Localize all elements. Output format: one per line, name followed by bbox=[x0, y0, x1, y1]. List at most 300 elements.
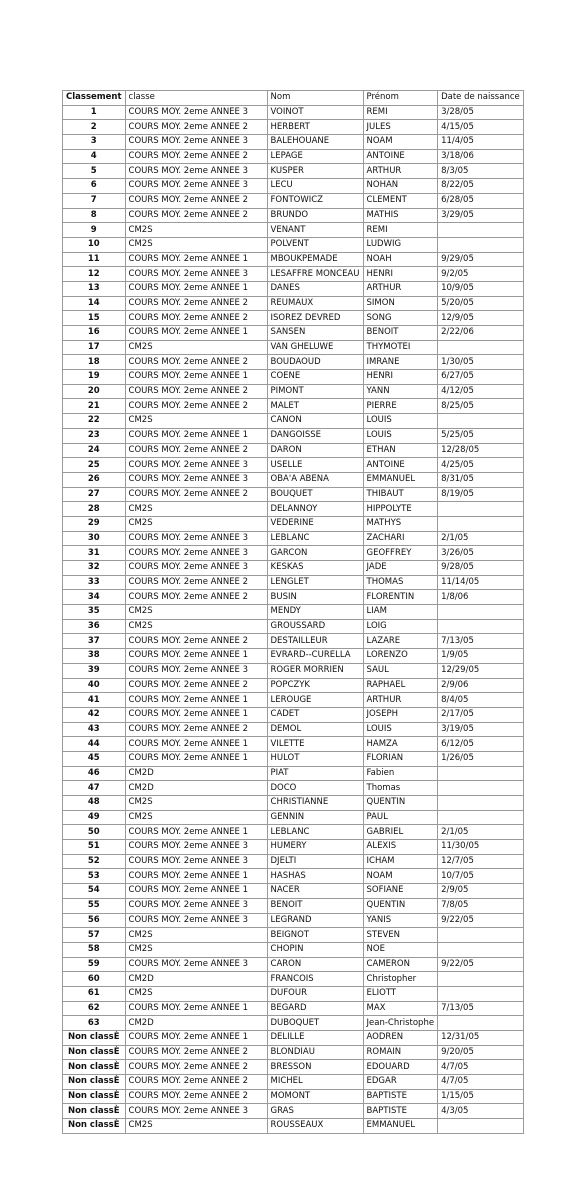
classe-cell: COURS MOY. 2eme ANNEE 2 bbox=[125, 443, 267, 458]
rank-cell: 28 bbox=[63, 502, 126, 517]
date-naissance-cell: 3/28/05 bbox=[438, 105, 524, 120]
classe-cell: COURS MOY. 2eme ANNEE 1 bbox=[125, 869, 267, 884]
date-naissance-cell: 9/20/05 bbox=[438, 1045, 524, 1060]
table-row bbox=[63, 1031, 524, 1046]
nom-cell: CANON bbox=[267, 414, 363, 429]
rank-cell: 59 bbox=[63, 957, 126, 972]
nom-cell: DELILLE bbox=[267, 1031, 363, 1046]
date-naissance-cell: 9/22/05 bbox=[438, 913, 524, 928]
rank-cell: 8 bbox=[63, 208, 126, 223]
table-row bbox=[63, 972, 524, 987]
prenom-cell: NOE bbox=[363, 942, 438, 957]
date-naissance-cell bbox=[438, 1016, 524, 1031]
date-naissance-cell: 12/9/05 bbox=[438, 311, 524, 326]
classe-cell: COURS MOY. 2eme ANNEE 1 bbox=[125, 751, 267, 766]
table-row bbox=[63, 928, 524, 943]
date-naissance-cell bbox=[438, 986, 524, 1001]
prenom-cell: ETHAN bbox=[363, 443, 438, 458]
nom-cell: LENGLET bbox=[267, 575, 363, 590]
prenom-cell: YANIS bbox=[363, 913, 438, 928]
prenom-cell: MATHIS bbox=[363, 208, 438, 223]
nom-cell: HULOT bbox=[267, 751, 363, 766]
classe-cell: COURS MOY. 2eme ANNEE 2 bbox=[125, 1075, 267, 1090]
rank-cell: 33 bbox=[63, 575, 126, 590]
rank-cell: 26 bbox=[63, 472, 126, 487]
prenom-cell: LORENZO bbox=[363, 649, 438, 664]
date-naissance-cell: 3/26/05 bbox=[438, 546, 524, 561]
date-naissance-cell bbox=[438, 237, 524, 252]
date-naissance-cell bbox=[438, 928, 524, 943]
nom-cell: MBOUKPEMADE bbox=[267, 252, 363, 267]
nom-cell: CADET bbox=[267, 707, 363, 722]
table-row bbox=[63, 898, 524, 913]
table-row bbox=[63, 237, 524, 252]
nom-cell: HERBERT bbox=[267, 120, 363, 135]
rank-cell: Non classÈ bbox=[63, 1119, 126, 1134]
table-row bbox=[63, 561, 524, 576]
table-row bbox=[63, 370, 524, 385]
rank-cell: 11 bbox=[63, 252, 126, 267]
classe-cell: COURS MOY. 2eme ANNEE 3 bbox=[125, 913, 267, 928]
date-naissance-cell: 1/9/05 bbox=[438, 649, 524, 664]
classe-cell: COURS MOY. 2eme ANNEE 3 bbox=[125, 531, 267, 546]
date-naissance-cell: 2/1/05 bbox=[438, 531, 524, 546]
classe-cell: CM2S bbox=[125, 502, 267, 517]
nom-cell: CHOPIN bbox=[267, 942, 363, 957]
date-naissance-cell: 1/15/05 bbox=[438, 1089, 524, 1104]
table-row bbox=[63, 1104, 524, 1119]
date-naissance-cell: 11/30/05 bbox=[438, 840, 524, 855]
nom-cell: MICHEL bbox=[267, 1075, 363, 1090]
nom-cell: CARON bbox=[267, 957, 363, 972]
rank-cell: 19 bbox=[63, 370, 126, 385]
rank-cell: 16 bbox=[63, 326, 126, 341]
prenom-cell: CAMERON bbox=[363, 957, 438, 972]
rank-cell: 22 bbox=[63, 414, 126, 429]
rank-cell: 21 bbox=[63, 399, 126, 414]
date-naissance-cell: 10/7/05 bbox=[438, 869, 524, 884]
prenom-cell: NOAH bbox=[363, 252, 438, 267]
classe-cell: CM2S bbox=[125, 810, 267, 825]
rank-cell: 42 bbox=[63, 707, 126, 722]
rank-cell: Non classÈ bbox=[63, 1031, 126, 1046]
date-naissance-cell: 6/12/05 bbox=[438, 737, 524, 752]
prenom-cell: FLORENTIN bbox=[363, 590, 438, 605]
table-row bbox=[63, 1119, 524, 1134]
classe-cell: COURS MOY. 2eme ANNEE 2 bbox=[125, 149, 267, 164]
rank-cell: Non classÈ bbox=[63, 1104, 126, 1119]
rank-cell: 41 bbox=[63, 693, 126, 708]
rank-cell: 32 bbox=[63, 561, 126, 576]
date-naissance-cell: 11/4/05 bbox=[438, 135, 524, 150]
prenom-cell: HAMZA bbox=[363, 737, 438, 752]
nom-cell: DUBOQUET bbox=[267, 1016, 363, 1031]
rank-cell: 7 bbox=[63, 193, 126, 208]
table-row bbox=[63, 1075, 524, 1090]
nom-cell: DARON bbox=[267, 443, 363, 458]
header-nom: Nom bbox=[267, 91, 363, 106]
table-row bbox=[63, 1001, 524, 1016]
prenom-cell: JADE bbox=[363, 561, 438, 576]
classe-cell: COURS MOY. 2eme ANNEE 1 bbox=[125, 649, 267, 664]
nom-cell: COENE bbox=[267, 370, 363, 385]
nom-cell: DANES bbox=[267, 281, 363, 296]
rank-cell: 2 bbox=[63, 120, 126, 135]
date-naissance-cell: 11/14/05 bbox=[438, 575, 524, 590]
rank-cell: 62 bbox=[63, 1001, 126, 1016]
date-naissance-cell: 5/20/05 bbox=[438, 296, 524, 311]
table-row bbox=[63, 796, 524, 811]
prenom-cell: FLORIAN bbox=[363, 751, 438, 766]
prenom-cell: STEVEN bbox=[363, 928, 438, 943]
date-naissance-cell: 8/22/05 bbox=[438, 179, 524, 194]
table-row bbox=[63, 766, 524, 781]
nom-cell: DOCO bbox=[267, 781, 363, 796]
date-naissance-cell: 3/19/05 bbox=[438, 722, 524, 737]
rank-cell: 37 bbox=[63, 634, 126, 649]
table-row bbox=[63, 193, 524, 208]
nom-cell: BEIGNOT bbox=[267, 928, 363, 943]
prenom-cell: ARTHUR bbox=[363, 693, 438, 708]
date-naissance-cell: 4/3/05 bbox=[438, 1104, 524, 1119]
nom-cell: NACER bbox=[267, 884, 363, 899]
nom-cell: DESTAILLEUR bbox=[267, 634, 363, 649]
table-row bbox=[63, 957, 524, 972]
prenom-cell: RAPHAEL bbox=[363, 678, 438, 693]
nom-cell: MOMONT bbox=[267, 1089, 363, 1104]
rank-cell: 23 bbox=[63, 428, 126, 443]
rank-cell: 35 bbox=[63, 605, 126, 620]
date-naissance-cell: 8/25/05 bbox=[438, 399, 524, 414]
header-row bbox=[63, 91, 524, 106]
nom-cell: POPCZYK bbox=[267, 678, 363, 693]
table-row bbox=[63, 1016, 524, 1031]
date-naissance-cell: 8/19/05 bbox=[438, 487, 524, 502]
table-row bbox=[63, 252, 524, 267]
table-row bbox=[63, 913, 524, 928]
classe-cell: COURS MOY. 2eme ANNEE 1 bbox=[125, 326, 267, 341]
rank-cell: 50 bbox=[63, 825, 126, 840]
table-row bbox=[63, 428, 524, 443]
prenom-cell: JULES bbox=[363, 120, 438, 135]
table-row bbox=[63, 781, 524, 796]
prenom-cell: SAUL bbox=[363, 663, 438, 678]
table-row bbox=[63, 707, 524, 722]
rank-cell: 61 bbox=[63, 986, 126, 1001]
table-row bbox=[63, 605, 524, 620]
table-row bbox=[63, 869, 524, 884]
nom-cell: OBA'A ABENA bbox=[267, 472, 363, 487]
rank-cell: 31 bbox=[63, 546, 126, 561]
classe-cell: COURS MOY. 2eme ANNEE 1 bbox=[125, 693, 267, 708]
rank-cell: 12 bbox=[63, 267, 126, 282]
table-row bbox=[63, 751, 524, 766]
rank-cell: 3 bbox=[63, 135, 126, 150]
table-row bbox=[63, 649, 524, 664]
classe-cell: COURS MOY. 2eme ANNEE 3 bbox=[125, 840, 267, 855]
classe-cell: COURS MOY. 2eme ANNEE 2 bbox=[125, 575, 267, 590]
prenom-cell: ARTHUR bbox=[363, 164, 438, 179]
header-classe: classe bbox=[125, 91, 267, 106]
rank-cell: 24 bbox=[63, 443, 126, 458]
date-naissance-cell: 2/17/05 bbox=[438, 707, 524, 722]
table-row bbox=[63, 105, 524, 120]
date-naissance-cell: 8/4/05 bbox=[438, 693, 524, 708]
nom-cell: DELANNOY bbox=[267, 502, 363, 517]
classe-cell: COURS MOY. 2eme ANNEE 3 bbox=[125, 898, 267, 913]
prenom-cell: HENRI bbox=[363, 370, 438, 385]
prenom-cell: THYMOTEI bbox=[363, 340, 438, 355]
nom-cell: MALET bbox=[267, 399, 363, 414]
classe-cell: CM2S bbox=[125, 223, 267, 238]
date-naissance-cell: 8/3/05 bbox=[438, 164, 524, 179]
table-row bbox=[63, 840, 524, 855]
nom-cell: BENOIT bbox=[267, 898, 363, 913]
prenom-cell: QUENTIN bbox=[363, 796, 438, 811]
nom-cell: BRUNDO bbox=[267, 208, 363, 223]
prenom-cell: LOUIS bbox=[363, 414, 438, 429]
prenom-cell: GABRIEL bbox=[363, 825, 438, 840]
rank-cell: 39 bbox=[63, 663, 126, 678]
prenom-cell: EDGAR bbox=[363, 1075, 438, 1090]
table-row bbox=[63, 502, 524, 517]
nom-cell: EVRARD--CURELLA bbox=[267, 649, 363, 664]
rank-cell: 58 bbox=[63, 942, 126, 957]
rank-cell: 15 bbox=[63, 311, 126, 326]
rank-cell: 43 bbox=[63, 722, 126, 737]
nom-cell: HUMERY bbox=[267, 840, 363, 855]
nom-cell: DJELTI bbox=[267, 854, 363, 869]
classe-cell: COURS MOY. 2eme ANNEE 3 bbox=[125, 546, 267, 561]
date-naissance-cell bbox=[438, 942, 524, 957]
nom-cell: ROGER MORRIEN bbox=[267, 663, 363, 678]
prenom-cell: EMMANUEL bbox=[363, 1119, 438, 1134]
classe-cell: CM2S bbox=[125, 605, 267, 620]
prenom-cell: Fabien bbox=[363, 766, 438, 781]
classe-cell: CM2S bbox=[125, 340, 267, 355]
rank-cell: 10 bbox=[63, 237, 126, 252]
nom-cell: ROUSSEAUX bbox=[267, 1119, 363, 1134]
nom-cell: VOINOT bbox=[267, 105, 363, 120]
date-naissance-cell: 9/29/05 bbox=[438, 252, 524, 267]
classe-cell: COURS MOY. 2eme ANNEE 2 bbox=[125, 1045, 267, 1060]
classe-cell: CM2D bbox=[125, 1016, 267, 1031]
classe-cell: COURS MOY. 2eme ANNEE 2 bbox=[125, 384, 267, 399]
nom-cell: GENNIN bbox=[267, 810, 363, 825]
classe-cell: COURS MOY. 2eme ANNEE 3 bbox=[125, 105, 267, 120]
prenom-cell: REMI bbox=[363, 105, 438, 120]
table-row bbox=[63, 884, 524, 899]
classe-cell: COURS MOY. 2eme ANNEE 3 bbox=[125, 267, 267, 282]
nom-cell: GARCON bbox=[267, 546, 363, 561]
classe-cell: COURS MOY. 2eme ANNEE 1 bbox=[125, 737, 267, 752]
nom-cell: ISOREZ DEVRED bbox=[267, 311, 363, 326]
prenom-cell: Thomas bbox=[363, 781, 438, 796]
table-row bbox=[63, 634, 524, 649]
prenom-cell: PAUL bbox=[363, 810, 438, 825]
rank-cell: Non classÈ bbox=[63, 1060, 126, 1075]
table-row bbox=[63, 942, 524, 957]
classe-cell: COURS MOY. 2eme ANNEE 3 bbox=[125, 135, 267, 150]
rank-cell: Non classÈ bbox=[63, 1075, 126, 1090]
nom-cell: LECU bbox=[267, 179, 363, 194]
classe-cell: CM2S bbox=[125, 1119, 267, 1134]
classe-cell: CM2D bbox=[125, 972, 267, 987]
rank-cell: 38 bbox=[63, 649, 126, 664]
date-naissance-cell bbox=[438, 766, 524, 781]
table-row bbox=[63, 854, 524, 869]
classe-cell: COURS MOY. 2eme ANNEE 2 bbox=[125, 634, 267, 649]
date-naissance-cell bbox=[438, 810, 524, 825]
rank-cell: 20 bbox=[63, 384, 126, 399]
table-row bbox=[63, 1060, 524, 1075]
table-row bbox=[63, 326, 524, 341]
classe-cell: COURS MOY. 2eme ANNEE 1 bbox=[125, 1031, 267, 1046]
table-row bbox=[63, 619, 524, 634]
date-naissance-cell: 7/13/05 bbox=[438, 1001, 524, 1016]
prenom-cell: BENOIT bbox=[363, 326, 438, 341]
table-row bbox=[63, 986, 524, 1001]
rank-cell: 46 bbox=[63, 766, 126, 781]
table-body bbox=[63, 105, 524, 1133]
rank-cell: 47 bbox=[63, 781, 126, 796]
classe-cell: COURS MOY. 2eme ANNEE 3 bbox=[125, 1104, 267, 1119]
classe-cell: COURS MOY. 2eme ANNEE 1 bbox=[125, 370, 267, 385]
date-naissance-cell bbox=[438, 972, 524, 987]
classe-cell: COURS MOY. 2eme ANNEE 2 bbox=[125, 487, 267, 502]
date-naissance-cell bbox=[438, 1119, 524, 1134]
nom-cell: KUSPER bbox=[267, 164, 363, 179]
date-naissance-cell bbox=[438, 414, 524, 429]
classe-cell: COURS MOY. 2eme ANNEE 3 bbox=[125, 663, 267, 678]
prenom-cell: GEOFFREY bbox=[363, 546, 438, 561]
date-naissance-cell: 7/13/05 bbox=[438, 634, 524, 649]
classe-cell: CM2D bbox=[125, 766, 267, 781]
rank-cell: 29 bbox=[63, 516, 126, 531]
header-classement: Classement bbox=[63, 91, 126, 106]
classe-cell: COURS MOY. 2eme ANNEE 2 bbox=[125, 722, 267, 737]
date-naissance-cell: 4/12/05 bbox=[438, 384, 524, 399]
table-row bbox=[63, 414, 524, 429]
prenom-cell: CLEMENT bbox=[363, 193, 438, 208]
classe-cell: COURS MOY. 2eme ANNEE 2 bbox=[125, 311, 267, 326]
prenom-cell: THOMAS bbox=[363, 575, 438, 590]
classe-cell: COURS MOY. 2eme ANNEE 3 bbox=[125, 957, 267, 972]
rank-cell: 55 bbox=[63, 898, 126, 913]
table-row bbox=[63, 531, 524, 546]
date-naissance-cell bbox=[438, 796, 524, 811]
prenom-cell: EMMANUEL bbox=[363, 472, 438, 487]
date-naissance-cell bbox=[438, 781, 524, 796]
prenom-cell: LOIG bbox=[363, 619, 438, 634]
prenom-cell: ROMAIN bbox=[363, 1045, 438, 1060]
nom-cell: USELLE bbox=[267, 458, 363, 473]
table-row bbox=[63, 355, 524, 370]
date-naissance-cell: 10/9/05 bbox=[438, 281, 524, 296]
nom-cell: HASHAS bbox=[267, 869, 363, 884]
table-row bbox=[63, 120, 524, 135]
ranking-table bbox=[62, 90, 524, 1134]
prenom-cell: HIPPOLYTE bbox=[363, 502, 438, 517]
nom-cell: VEDERINE bbox=[267, 516, 363, 531]
date-naissance-cell bbox=[438, 605, 524, 620]
prenom-cell: IMRANE bbox=[363, 355, 438, 370]
nom-cell: BRESSON bbox=[267, 1060, 363, 1075]
table-row bbox=[63, 164, 524, 179]
rank-cell: 49 bbox=[63, 810, 126, 825]
date-naissance-cell: 12/31/05 bbox=[438, 1031, 524, 1046]
table-row bbox=[63, 663, 524, 678]
nom-cell: MENDY bbox=[267, 605, 363, 620]
nom-cell: DEMOL bbox=[267, 722, 363, 737]
rank-cell: 45 bbox=[63, 751, 126, 766]
date-naissance-cell: 12/29/05 bbox=[438, 663, 524, 678]
nom-cell: PIMONT bbox=[267, 384, 363, 399]
nom-cell: BEGARD bbox=[267, 1001, 363, 1016]
date-naissance-cell: 9/22/05 bbox=[438, 957, 524, 972]
nom-cell: CHRISTIANNE bbox=[267, 796, 363, 811]
rank-cell: 5 bbox=[63, 164, 126, 179]
rank-cell: 53 bbox=[63, 869, 126, 884]
classe-cell: COURS MOY. 2eme ANNEE 1 bbox=[125, 825, 267, 840]
date-naissance-cell: 4/7/05 bbox=[438, 1060, 524, 1075]
prenom-cell: SOFIANE bbox=[363, 884, 438, 899]
table-row bbox=[63, 458, 524, 473]
date-naissance-cell: 1/8/06 bbox=[438, 590, 524, 605]
nom-cell: LEBLANC bbox=[267, 825, 363, 840]
table-row bbox=[63, 281, 524, 296]
date-naissance-cell: 9/28/05 bbox=[438, 561, 524, 576]
rank-cell: 40 bbox=[63, 678, 126, 693]
rank-cell: 36 bbox=[63, 619, 126, 634]
date-naissance-cell: 9/2/05 bbox=[438, 267, 524, 282]
prenom-cell: PIERRE bbox=[363, 399, 438, 414]
date-naissance-cell: 4/25/05 bbox=[438, 458, 524, 473]
classe-cell: CM2S bbox=[125, 237, 267, 252]
prenom-cell: ZACHARI bbox=[363, 531, 438, 546]
prenom-cell: LOUIS bbox=[363, 722, 438, 737]
classe-cell: CM2S bbox=[125, 414, 267, 429]
table-row bbox=[63, 384, 524, 399]
classe-cell: COURS MOY. 2eme ANNEE 1 bbox=[125, 428, 267, 443]
rank-cell: 14 bbox=[63, 296, 126, 311]
prenom-cell: LIAM bbox=[363, 605, 438, 620]
nom-cell: LEPAGE bbox=[267, 149, 363, 164]
table-row bbox=[63, 516, 524, 531]
prenom-cell: ARTHUR bbox=[363, 281, 438, 296]
nom-cell: BLONDIAU bbox=[267, 1045, 363, 1060]
prenom-cell: JOSEPH bbox=[363, 707, 438, 722]
prenom-cell: LAZARE bbox=[363, 634, 438, 649]
prenom-cell: LUDWIG bbox=[363, 237, 438, 252]
date-naissance-cell: 12/7/05 bbox=[438, 854, 524, 869]
nom-cell: FRANCOIS bbox=[267, 972, 363, 987]
date-naissance-cell: 2/22/06 bbox=[438, 326, 524, 341]
nom-cell: PIAT bbox=[267, 766, 363, 781]
table-row bbox=[63, 311, 524, 326]
classe-cell: COURS MOY. 2eme ANNEE 1 bbox=[125, 707, 267, 722]
table-row bbox=[63, 472, 524, 487]
rank-cell: 48 bbox=[63, 796, 126, 811]
nom-cell: BUSIN bbox=[267, 590, 363, 605]
prenom-cell: ELIOTT bbox=[363, 986, 438, 1001]
date-naissance-cell: 1/30/05 bbox=[438, 355, 524, 370]
nom-cell: GROUSSARD bbox=[267, 619, 363, 634]
nom-cell: DANGOISSE bbox=[267, 428, 363, 443]
classe-cell: CM2S bbox=[125, 986, 267, 1001]
prenom-cell: QUENTIN bbox=[363, 898, 438, 913]
rank-cell: 13 bbox=[63, 281, 126, 296]
